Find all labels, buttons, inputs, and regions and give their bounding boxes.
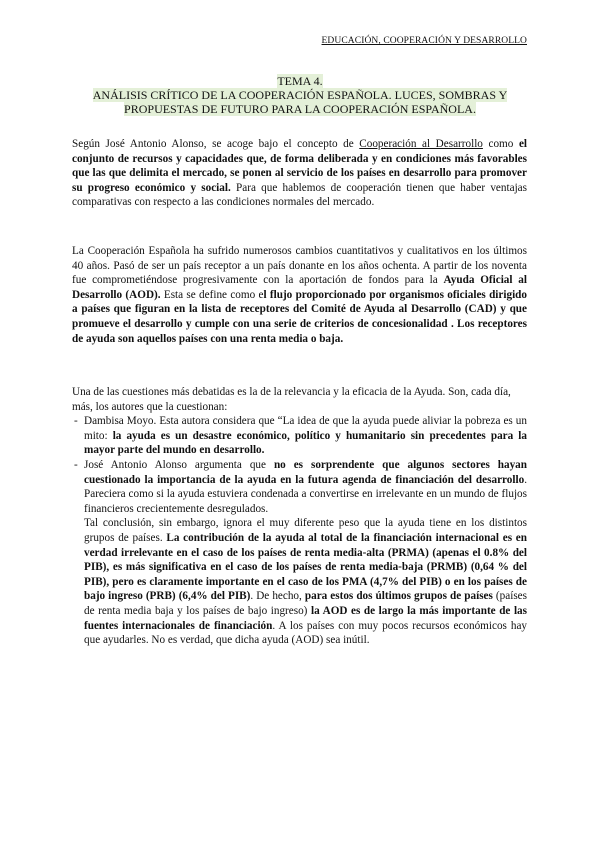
list-item-moyo: - Dambisa Moyo. Esta autora considera que “La idea de que la ayuda puede aliviar la pobreza es un mito: la ayuda es un desastre económico, político y humanitario sin precedentes para la mayor parte del mundo en desarrollo. [72, 414, 527, 458]
title-line-3: PROPUESTAS DE FUTURO PARA LA COOPERACIÓN ESPAÑOLA. [124, 102, 476, 116]
alonso-continuation: Tal conclusión, sin embargo, ignora el muy diferente peso que la ayuda tiene en los distintos grupos de países. La contribución de la ayuda al total de la financiación internacional es en verdad irrelevante en el caso de los países de renta media-alta (PRMA) (apenas el 0.8% del PIB), es más significativa en el caso de los países de renta media-baja (PRMB) (0,64 % del PIB), pero es claramente importante en el caso de los PMA (4,7% del PIB) o en los países de bajo ingreso (PRB) (6,4% del PIB). De hecho, para estos dos últimos grupos de países (países de renta media baja y los países de bajo ingreso) la AOD es de largo la más importante de las fuentes internacionales de financiación. A los países con muy pocos recursos económicos hay que ayudarles. No es verdad, que dicha ayuda (AOD) sea inútil. [84, 517, 527, 647]
concept-term: Cooperación al Desarrollo [359, 138, 483, 150]
running-header: EDUCACIÓN, COOPERACIÓN Y DESARROLLO [321, 36, 527, 46]
paragraph-debate [72, 385, 527, 648]
paragraph-definition: Según José Antonio Alonso, se acoge bajo el concepto de Cooperación al Desarrollo como el conjunto de recursos y capacidades que, de forma deliberada y en condiciones más favorables que las que delimita el mercado, se ponen al servicio de los países en desarrollo para promover su progreso económico y social. Para que hablemos de cooperación tienen que haber ventajas comparativas con respecto a las condiciones normales del mercado. [72, 138, 528, 209]
title-line-2: ANÁLISIS CRÍTICO DE LA COOPERACIÓN ESPAÑOLA. LUCES, SOMBRAS Y [92, 88, 508, 102]
topic-title [60, 74, 540, 116]
debate-intro: Una de las cuestiones más debatidas es la de la relevancia y la eficacia de la Ayuda. Son, cada día, más, los autores que la cuestionan: [72, 386, 511, 413]
paragraph-aod: La Cooperación Española ha sufrido numerosos cambios cuantitativos y cualitativos en los últimos 40 años. Pasó de ser un país receptor a un país donante en los años ochenta. A partir de los noventa fue comprometiéndose progresivamente con la aportación de fondos para la Ayuda Oficial al Desarrollo (AOD). Esta se define como el flujo proporcionado por organismos oficiales dirigido a países que figuran en la lista de receptores del Comité de Ayuda al Desarrollo (CAD) y que promueve el desarrollo y cumple con una serie de criterios de concesionalidad . Los receptores de ayuda son aquellos países con una renta media o baja. [72, 245, 527, 345]
title-line-1: TEMA 4. [277, 74, 323, 88]
list-item-alonso: - José Antonio Alonso argumenta que no es sorprendente que algunos sectores hayan cuestionado la importancia de la ayuda en la futura agenda de financiación del desarrollo. Pareciera como si la ayuda estuviera condenada a convertirse en irrelevante en un mundo de flujos financieros crecientemente desregulados. [72, 458, 527, 516]
author-list [72, 414, 527, 516]
